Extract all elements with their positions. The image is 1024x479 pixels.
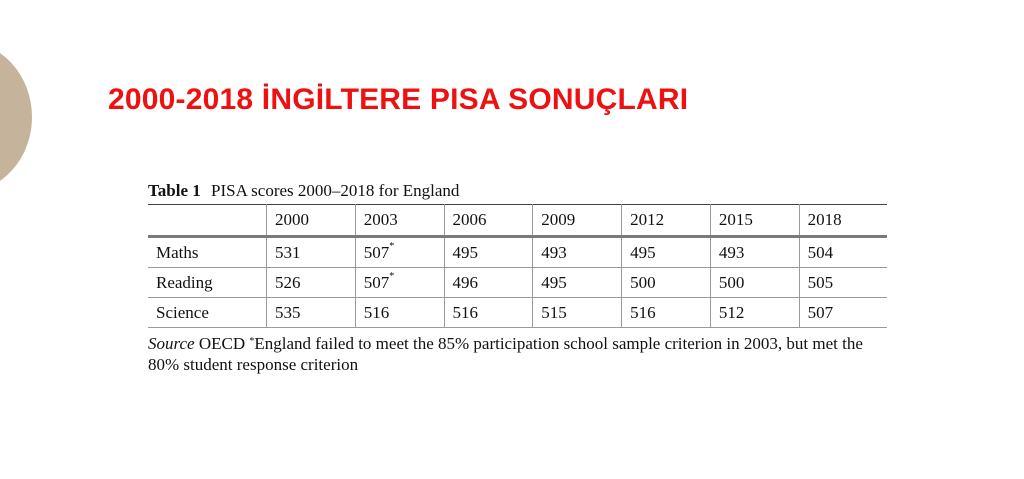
table-cell: 535 [267,298,356,328]
table-row [148,237,887,268]
table-header-cell: 2003 [355,205,444,237]
table-cell: 500 [710,268,799,298]
table-cell: 531 [267,237,356,268]
table-header-row [148,205,887,237]
source-label: Source [148,334,195,353]
table-row [148,298,887,328]
table-header-cell: 2009 [533,205,622,237]
table-cell: 493 [533,237,622,268]
row-label: Science [156,302,209,322]
table-caption [148,181,888,201]
row-label: Reading [156,272,213,292]
footnote-mark: * [389,240,395,252]
source-footnote-mark: * [249,336,255,347]
footnote-mark: * [389,270,395,282]
table-cell [355,268,444,298]
table-cell: 512 [710,298,799,328]
table-cell: 495 [622,237,711,268]
table-cell: 507 [799,298,887,328]
table-header-cell: 2012 [622,205,711,237]
table-row [148,268,887,298]
cell-value: 507 [363,272,390,292]
table-cell [355,237,444,268]
table-cell: 495 [444,237,533,268]
table-header-cell [148,205,267,237]
slide-title: 2000-2018 İNGİLTERE PISA SONUÇLARI [108,83,689,116]
table-source-note [148,333,888,375]
table-cell: 526 [267,268,356,298]
table-cell: 516 [444,298,533,328]
table-cell: 496 [444,268,533,298]
table-cell: 515 [533,298,622,328]
source-note-text: England failed to meet the 85% participation school sample criterion in 2003, but met the 80% student response criterion [148,334,863,374]
table-caption-text: PISA scores 2000–2018 for England [211,181,460,200]
table-container [148,181,888,375]
table-header-cell: 2015 [710,205,799,237]
row-label: Maths [156,242,199,262]
pisa-scores-table [148,204,887,328]
table-cell: 516 [622,298,711,328]
cell-value: 507 [363,242,390,262]
table-cell: 500 [622,268,711,298]
table-caption-number: Table 1 [148,181,201,200]
table-header-cell: 2006 [444,205,533,237]
table-cell: 495 [533,268,622,298]
table-cell: 516 [355,298,444,328]
table-cell: 493 [710,237,799,268]
table-header-cell: 2018 [799,205,887,237]
decorative-shape [0,42,32,192]
table-header-cell: 2000 [267,205,356,237]
source-org: OECD [198,334,246,353]
table-cell: 505 [799,268,887,298]
table-cell: 504 [799,237,887,268]
